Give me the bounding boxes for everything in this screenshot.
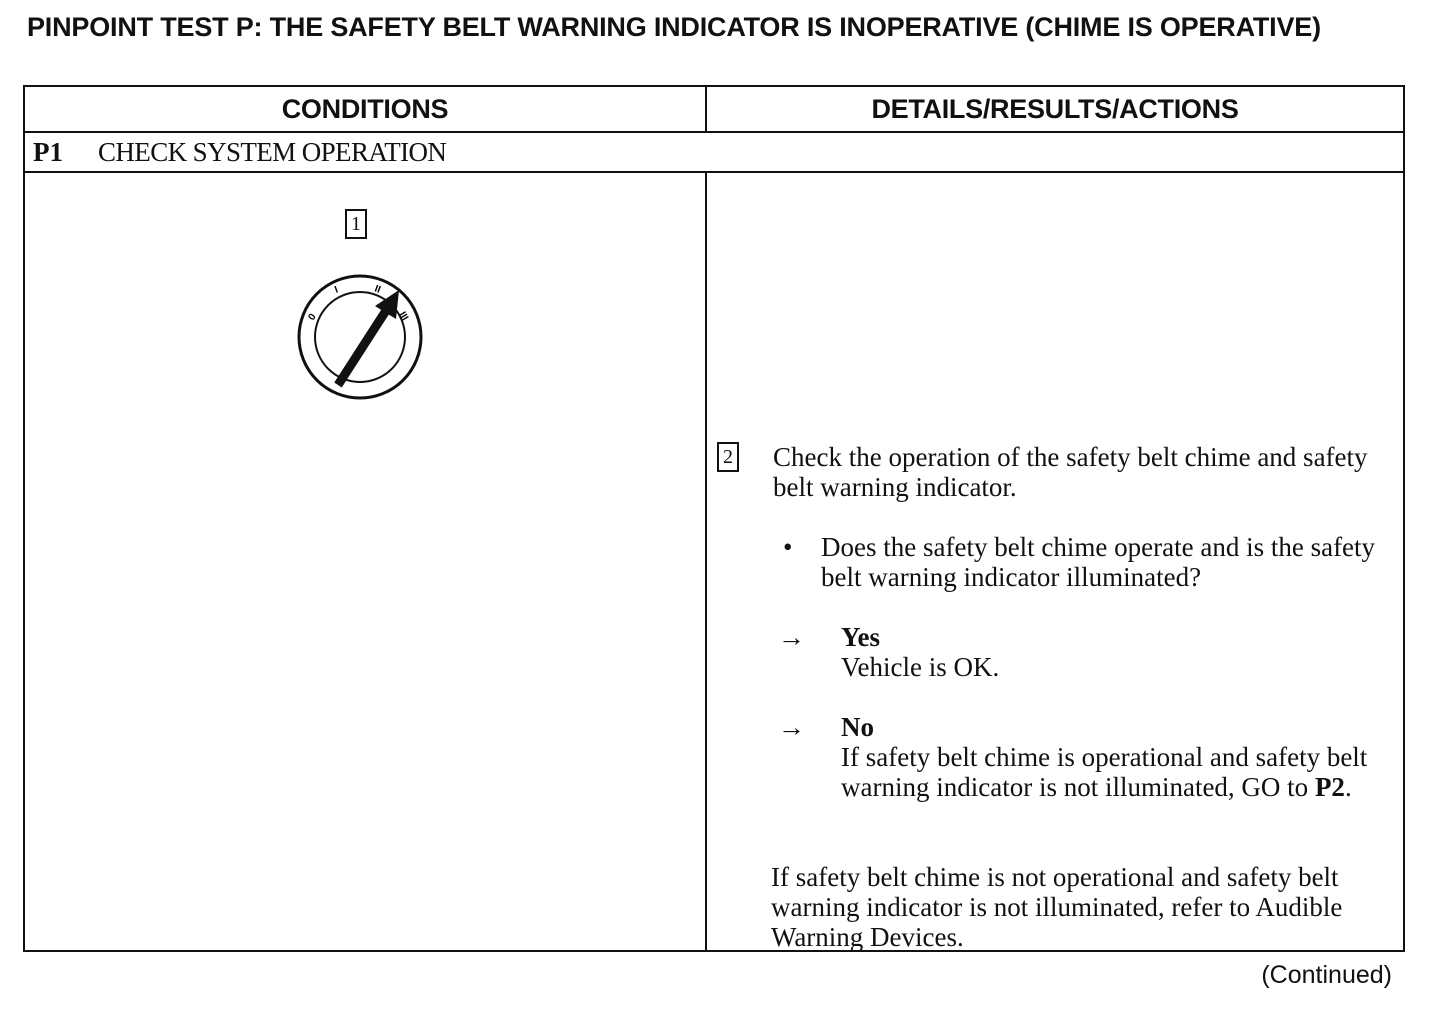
pinpoint-test-table — [23, 85, 1405, 952]
no-result — [841, 742, 1389, 802]
step-id: P1 — [33, 137, 63, 167]
ignition-outer-ring — [299, 276, 421, 398]
no-arrow: → — [778, 712, 805, 742]
ignition-key-pointer — [338, 309, 387, 385]
no-result-end: . — [1344, 772, 1352, 802]
ignition-position-0: 0 — [306, 311, 319, 323]
step-title: CHECK SYSTEM OPERATION — [98, 137, 447, 167]
callout-2: 2 — [717, 442, 739, 472]
no-result-text: If safety belt chime is operational and safety belt warning indicator is not illuminated, GO to — [841, 742, 1368, 802]
step-rule — [25, 171, 1403, 173]
goto-p2-link[interactable]: P2 — [1314, 772, 1345, 802]
callout-1: 1 — [345, 209, 367, 239]
instruction-text: Check the operation of the safety belt chime and safety belt warning indicator. — [773, 442, 1368, 502]
no-label: No — [841, 712, 874, 742]
step-row — [25, 133, 1403, 171]
bullet: • — [783, 532, 793, 562]
yes-arrow: → — [778, 622, 805, 652]
continued-label: (Continued) — [1261, 961, 1392, 989]
question-text: Does the safety belt chime operate and is the safety belt warning indicator illuminated? — [821, 532, 1376, 592]
ignition-switch-icon — [295, 272, 425, 402]
ignition-position-3: III — [396, 310, 411, 323]
column-divider-header — [705, 87, 707, 131]
yes-result: Vehicle is OK. — [841, 652, 1000, 682]
column-divider-body — [705, 173, 707, 950]
page-title: PINPOINT TEST P: THE SAFETY BELT WARNING INDICATOR IS INOPERATIVE (CHIME IS OPERATIVE) — [27, 12, 1321, 42]
ignition-position-1: I — [333, 284, 340, 296]
details-column-header: DETAILS/RESULTS/ACTIONS — [871, 94, 1239, 124]
yes-label: Yes — [841, 622, 880, 652]
conditions-column-header: CONDITIONS — [281, 94, 449, 124]
note-text: If safety belt chime is not operational and safety belt warning indicator is not illuminated, refer to Audible Warning Devices. — [771, 862, 1343, 952]
ignition-position-2: II — [372, 283, 382, 296]
